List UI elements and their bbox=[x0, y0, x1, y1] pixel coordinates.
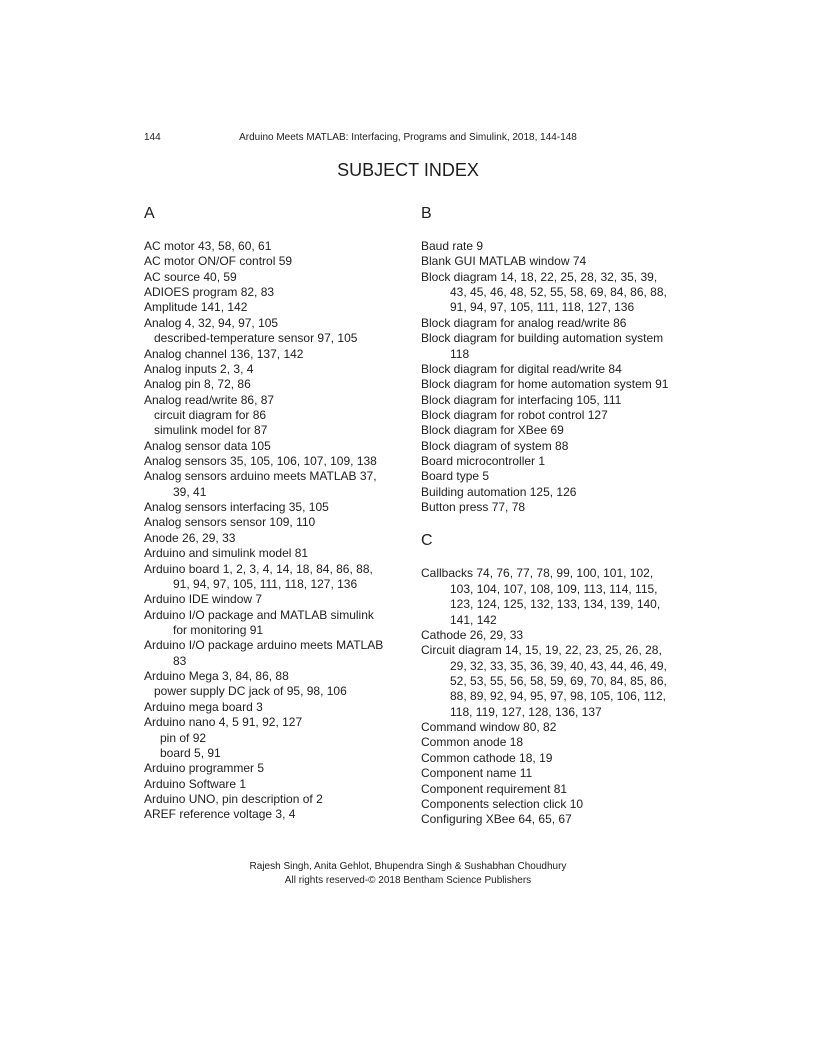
index-entry-line: Block diagram 14, 18, 22, 25, 28, 32, 35, 39, bbox=[421, 269, 658, 284]
index-entry-line: Circuit diagram 14, 15, 19, 22, 23, 25, 26, 28, bbox=[421, 643, 662, 658]
index-entry-line: Analog sensors arduino meets MATLAB 37, bbox=[144, 469, 377, 484]
index-entry-line: 118, 119, 127, 128, 136, 137 bbox=[450, 704, 602, 719]
index-entry: Arduino mega board 3 bbox=[144, 699, 263, 714]
index-entry: Amplitude 141, 142 bbox=[144, 300, 248, 315]
index-entry: Analog channel 136, 137, 142 bbox=[144, 346, 304, 361]
index-entry-line: 103, 104, 107, 108, 109, 113, 114, 115, bbox=[450, 581, 658, 596]
index-entry: Block diagram for interfacing 105, 111 bbox=[421, 392, 622, 407]
index-entry: AC motor ON/OF control 59 bbox=[144, 254, 293, 269]
index-entry bbox=[421, 270, 683, 316]
index-entry: Arduino Software 1 bbox=[144, 776, 247, 791]
index-entry-line: 43, 45, 46, 48, 52, 55, 58, 69, 84, 86, 88, bbox=[450, 285, 667, 300]
index-entry bbox=[144, 669, 406, 700]
index-entry bbox=[421, 331, 683, 362]
index-entry: Anode 26, 29, 33 bbox=[144, 530, 236, 545]
index-entry: Analog sensors sensor 109, 110 bbox=[144, 515, 316, 530]
page-title: SUBJECT INDEX bbox=[337, 160, 479, 180]
index-column-right bbox=[421, 204, 683, 828]
index-entry-line: Arduino nano 4, 5 91, 92, 127 bbox=[144, 715, 303, 730]
index-entry-line: Arduino I/O package arduino meets MATLAB bbox=[144, 638, 384, 653]
index-entry-line: for monitoring 91 bbox=[173, 622, 264, 637]
index-entry: Building automation 125, 126 bbox=[421, 484, 577, 499]
index-entry-line: 91, 94, 97, 105, 111, 118, 127, 136 bbox=[173, 576, 358, 591]
index-entry: Block diagram for robot control 127 bbox=[421, 407, 608, 422]
index-entry: ADIOES program 82, 83 bbox=[144, 285, 275, 300]
index-entry: Arduino programmer 5 bbox=[144, 761, 265, 776]
index-entry: Analog inputs 2, 3, 4 bbox=[144, 361, 254, 376]
index-subentry: board 5, 91 bbox=[160, 745, 221, 760]
index-entry: Command window 80, 82 bbox=[421, 720, 557, 735]
index-entry-line: Block diagram for building automation system bbox=[421, 331, 664, 346]
index-entry bbox=[144, 469, 406, 500]
index-entry-line: 141, 142 bbox=[450, 612, 497, 627]
index-entry: Board microcontroller 1 bbox=[421, 454, 546, 469]
index-entry-line: 118 bbox=[450, 346, 470, 361]
index-entry: Baud rate 9 bbox=[421, 239, 484, 253]
index-entry: Configuring XBee 64, 65, 67 bbox=[421, 812, 572, 827]
section-letter-a: A bbox=[144, 205, 155, 222]
index-entry-line: 29, 32, 33, 35, 36, 39, 40, 43, 44, 46, 49, bbox=[450, 658, 667, 673]
index-entry-line: Arduino I/O package and MATLAB simulink bbox=[144, 607, 374, 622]
index-subentry: circuit diagram for 86 bbox=[154, 407, 267, 422]
index-entry: Component name 11 bbox=[421, 766, 533, 781]
index-entry: AC motor 43, 58, 60, 61 bbox=[144, 239, 272, 253]
index-entry: Block diagram for digital read/write 84 bbox=[421, 361, 622, 376]
index-entry-line: 52, 53, 55, 56, 58, 59, 69, 70, 84, 85, 86, bbox=[450, 673, 667, 688]
index-entry: Block diagram for home automation system 91 bbox=[421, 377, 669, 392]
index-entry: Block diagram for XBee 69 bbox=[421, 423, 564, 438]
index-entry bbox=[144, 715, 406, 761]
index-entry: Arduino and simulink model 81 bbox=[144, 546, 309, 561]
section-letter-c: C bbox=[421, 532, 433, 550]
index-entry-line: Arduino board 1, 2, 3, 4, 14, 18, 84, 86, 88, bbox=[144, 561, 373, 576]
index-entry-line: 39, 41 bbox=[173, 484, 207, 499]
index-entry bbox=[144, 638, 406, 669]
index-entry: Button press 77, 78 bbox=[421, 500, 526, 515]
index-entry: Blank GUI MATLAB window 74 bbox=[421, 254, 587, 269]
index-entry: Cathode 26, 29, 33 bbox=[421, 627, 524, 642]
index-entry: Analog sensor data 105 bbox=[144, 438, 271, 453]
index-entry: Common anode 18 bbox=[421, 735, 524, 750]
index-entry-line: 123, 124, 125, 132, 133, 134, 139, 140, bbox=[450, 597, 661, 612]
index-entry-line: Arduino Mega 3, 84, 86, 88 bbox=[144, 669, 289, 684]
index-entry bbox=[144, 608, 406, 639]
index-entry: Block diagram for analog read/write 86 bbox=[421, 315, 627, 330]
index-subentry: simulink model for 87 bbox=[154, 423, 268, 438]
index-entry: Arduino IDE window 7 bbox=[144, 592, 263, 607]
section-letter-b: B bbox=[421, 205, 432, 222]
index-entry: Arduino UNO, pin description of 2 bbox=[144, 791, 323, 806]
index-entry: Analog pin 8, 72, 86 bbox=[144, 377, 251, 392]
index-entry-line: Callbacks 74, 76, 77, 78, 99, 100, 101, 102, bbox=[421, 566, 654, 581]
index-entry bbox=[144, 316, 406, 347]
index-entry-line: 83 bbox=[173, 653, 187, 668]
index-subentry: described-temperature sensor 97, 105 bbox=[154, 331, 358, 346]
index-entry-line: 88, 89, 92, 94, 95, 97, 98, 105, 106, 112, bbox=[450, 689, 666, 704]
index-entry: Analog sensors 35, 105, 106, 107, 109, 138 bbox=[144, 454, 377, 469]
page-number: 144 bbox=[144, 132, 161, 143]
index-entry bbox=[421, 643, 683, 720]
index-entry-line: 91, 94, 97, 105, 111, 118, 127, 136 bbox=[450, 300, 635, 315]
index-entry: Analog sensors interfacing 35, 105 bbox=[144, 500, 329, 515]
index-column-left bbox=[144, 204, 406, 823]
footer-copyright: All rights reserved-© 2018 Bentham Science Publishers bbox=[284, 875, 532, 886]
index-subentry: pin of 92 bbox=[160, 730, 207, 745]
index-entry bbox=[421, 566, 683, 627]
index-entry-line: Analog read/write 86, 87 bbox=[144, 392, 275, 407]
index-entry: AREF reference voltage 3, 4 bbox=[144, 807, 296, 822]
index-entry bbox=[144, 562, 406, 593]
index-entry-line: Analog 4, 32, 94, 97, 105 bbox=[144, 315, 279, 330]
index-entry: Components selection click 10 bbox=[421, 796, 584, 811]
index-entry: Board type 5 bbox=[421, 469, 490, 484]
running-title: Arduino Meets MATLAB: Interfacing, Programs and Simulink, 2018, 144-148 bbox=[239, 132, 577, 143]
index-subentry: power supply DC jack of 95, 98, 106 bbox=[154, 684, 347, 699]
index-entry: Component requirement 81 bbox=[421, 781, 568, 796]
index-entry: Block diagram of system 88 bbox=[421, 438, 569, 453]
index-entry: Common cathode 18, 19 bbox=[421, 750, 553, 765]
index-entry bbox=[144, 393, 406, 439]
index-entry: AC source 40, 59 bbox=[144, 269, 237, 284]
footer-authors: Rajesh Singh, Anita Gehlot, Bhupendra Singh & Sushabhan Choudhury bbox=[249, 861, 567, 872]
